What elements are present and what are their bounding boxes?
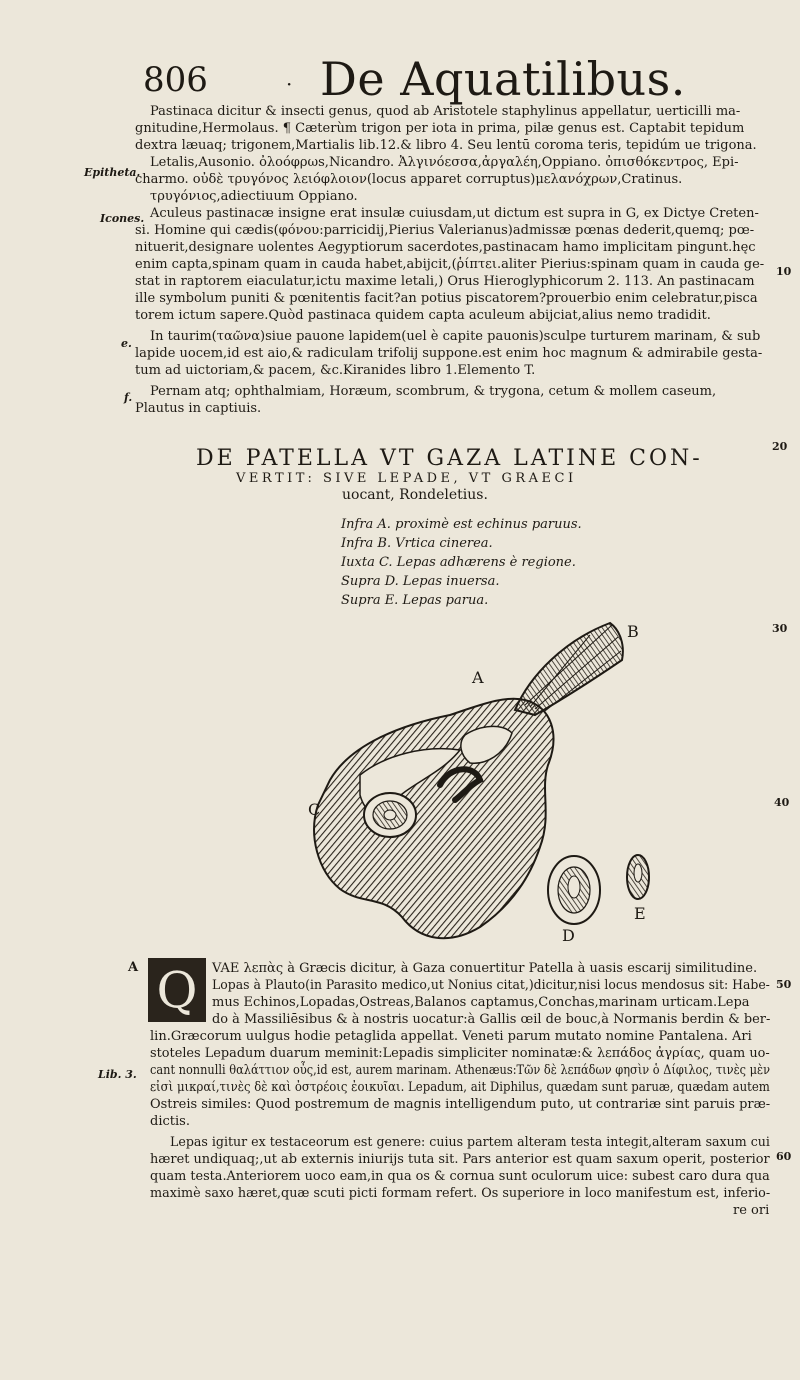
woodcut-illustration [290, 615, 660, 955]
text-line: stoteles Lepadum duarum meminit:Lepadis simpliciter nominatæ:& λεπάδος ἀγρίας, quam uo- [150, 1046, 770, 1061]
header-separator: · [286, 72, 293, 96]
section-title: DE PATELLA VT GAZA LATINE CON- [196, 446, 703, 471]
text-line: Aculeus pastinacæ insigne erat insulæ cuiusdam,ut dictum est supra in G, ex Dictye Creten- [150, 206, 759, 221]
text-line: gnitudine,Hermolaus. ¶ Cæterùm trigon per iota in prima, pilæ genus est. Captabit tepidum [135, 121, 745, 136]
text-line: stat in raptorem eiaculatur,ictu maxime letali,) Orus Hieroglyphicorum 2. 113. An pastinacam [135, 274, 755, 289]
figure-caption: Supra D. Lepas inuersa. [341, 574, 500, 589]
figure-label-d: D [562, 926, 575, 945]
text-line: enim capta,spinam quam in cauda habet,abijcit,(ῥίπτει.aliter Pierius:spinam quam in cauda ge- [135, 257, 765, 272]
text-line: VAE λεπὰς à Græcis dicitur, à Gaza conuertitur Patella à uasis escarij similitudine. [212, 961, 758, 976]
text-line: si. Homine qui cædis(φόνου:parricidij,Pierius Valerianus)admissæ pœnas dederit,quemq; pœ- [135, 223, 755, 238]
text-line: quam testa.Anteriorem uoco eam,in qua os & cornua sunt oculorum uice: subest caro dura qua [150, 1169, 770, 1184]
text-line: charmo. οὐδὲ τρυγόνος λειόφλοιον(locus apparet corruptus)μελανόχρων,Cratinus. [135, 172, 683, 187]
figure-label-e: E [634, 904, 646, 923]
figure-caption: Infra B. Vrtica cinerea. [341, 536, 493, 551]
margin-note-icones: Icones. [100, 212, 145, 225]
text-line: tum ad uictoriam,& pacem, &c.Kiranides libro 1.Elemento T. [135, 363, 536, 378]
text-line: torem ictum sapere.Quòd pastinaca quidem capta aculeum abijciat,alius nemo tradidit. [135, 308, 711, 323]
line-number-60: 60 [776, 1150, 792, 1163]
text-line: lin.Græcorum uulgus hodie petaglida appellat. Veneti parum mutato nomine Pantalena. Ari [150, 1029, 752, 1044]
text-line: Ostreis similes: Quod postremum de magnis intelligendum puto, ut contrariæ sint paruis præ- [150, 1097, 771, 1112]
text-line: maximè saxo hæret,quæ scuti picti formam refert. Os superiore in loco manifestum est, inferio- [150, 1186, 771, 1201]
text-line: εἰσὶ μικραί,τινὲς δὲ καὶ ὀστρέοις ἐοικυῖαι. Lepadum, ait Diphilus, quædam sunt paruæ, quædam autem [150, 1080, 770, 1095]
line-number-40: 40 [774, 796, 790, 809]
text-line: mus Echinos,Lopadas,Ostreas,Balanos captamus,Conchas,marinam urticam.Lepa [212, 995, 750, 1010]
line-number-10: 10 [776, 265, 792, 278]
figure-label-a: A [472, 668, 484, 687]
text-line: Plautus in captiuis. [135, 401, 262, 416]
margin-note-e: e. [121, 337, 132, 350]
text-line: Lopas à Plauto(in Parasito medico,ut Nonius citat,)dicitur,nisi locus mendosus sit: Habe- [212, 978, 770, 993]
limpet-e-shape [627, 855, 649, 899]
figure-label-c: C [308, 800, 321, 819]
section-subtitle: VERTIT: SIVE LEPADE, VT GRAECI [236, 471, 577, 486]
urtica-b-shape [515, 623, 623, 715]
text-line: Pernam atq; ophthalmiam, Horæum, scombrum, & trygona, cetum & mollem caseum, [150, 384, 717, 399]
text-line: dictis. [150, 1114, 190, 1129]
page-number: 806 [143, 60, 208, 100]
limpet-d-shape [548, 856, 600, 924]
text-line: τρυγόνιος,adiectiuum Oppiano. [150, 189, 358, 204]
text-line: In taurim(ταῶνα)siue pauone lapidem(uel è capite pauonis)sculpe turturem marinam, & sub [150, 329, 761, 344]
figure-label-b: B [627, 622, 639, 641]
text-line: Letalis,Ausonio. ὀλοόφρωs,Nicandro. Ἀλγινόεσσα,ἀργαλέη,Oppiano. ὀπισθόκεντρος, Epi- [150, 155, 739, 170]
margin-note-a: A [128, 960, 139, 975]
section-attribution: uocant, Rondeletius. [342, 487, 488, 503]
margin-note-f: f. [124, 391, 133, 404]
margin-note-epitheta: Epitheta. [84, 166, 141, 179]
running-title: De Aquatilibus. [320, 52, 686, 106]
line-number-20: 20 [772, 440, 788, 453]
text-line: cant nonnulli θαλάττιον οὖς,id est, aurem marinam. Athenæus:Τῶν δὲ λεπάδων φησὶν ὁ Δίφιλος, τινὲς μὲν [150, 1063, 771, 1078]
limpet-c-shape [364, 793, 416, 837]
catchword: re ori [733, 1203, 770, 1218]
text-line: hæret undiquaq;,ut ab externis iniurijs tuta sit. Pars anterior est quam saxum operit, posterior [150, 1152, 770, 1167]
drop-cap: Q [148, 958, 206, 1022]
text-line: lapide uocem,id est aio,& radiculam trifolij suppone.est enim hoc magnum & admirabile gesta- [135, 346, 763, 361]
line-number-50: 50 [776, 978, 792, 991]
figure-caption: Infra A. proximè est echinus paruus. [341, 517, 582, 532]
figure-caption: Supra E. Lepas parua. [341, 593, 489, 608]
text-line: do à Massiliēsibus & à nostris uocatur:à Gallis œil de bouc,à Normanis berdin & ber- [212, 1012, 771, 1027]
text-line: Pastinaca dicitur & insecti genus, quod ab Aristotele staphylinus appellatur, uerticilli ma- [150, 104, 741, 119]
rock-shape [314, 699, 553, 939]
line-number-30: 30 [772, 622, 788, 635]
text-line: Lepas igitur ex testaceorum est genere: cuius partem alteram testa integit,alteram saxum cui [170, 1135, 770, 1150]
text-line: dextra læuaq; trigonem,Martialis lib.12.& libro 4. Seu lentū coroma teris, tepidúm ue trigona. [135, 138, 757, 153]
text-line: ille symbolum puniti & pœnitentis facit?an potius piscatorem?prouerbio enim celebratur,pisca [135, 291, 758, 306]
figure-caption: Iuxta C. Lepas adhærens è regione. [341, 555, 576, 570]
text-line: nituerit,designare uolentes Aegyptiorum sacerdotes,pastinacam hamo implicitam pingunt.hęc [135, 240, 756, 255]
margin-note-lib: Lib. 3. [98, 1068, 137, 1081]
